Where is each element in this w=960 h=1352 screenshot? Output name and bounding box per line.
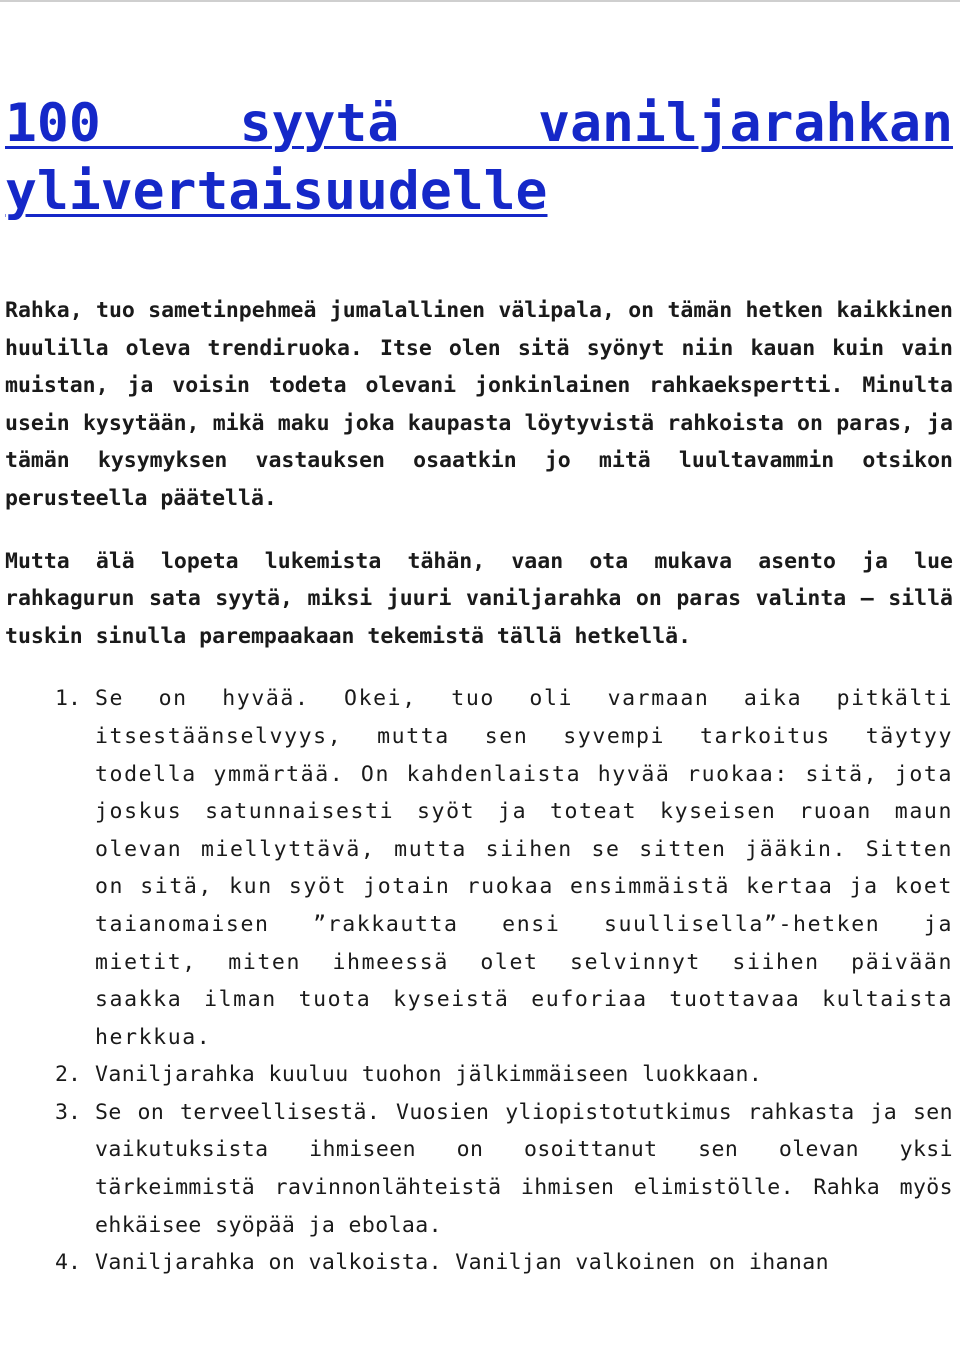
list-item-number: 4. [55, 1250, 81, 1276]
list-item [5, 680, 953, 1056]
list-item [5, 1244, 953, 1282]
reasons-list [5, 680, 953, 1282]
top-divider [0, 0, 960, 2]
intro-paragraph: Mutta älä lopeta lukemista tähän, vaan ota mukava asento ja lue rahkagurun sata syytä, miksi juuri vaniljarahka on paras valinta – sillä tuskin sinulla parempaakaan tekemistä tällä hetkellä. [5, 548, 953, 649]
article [5, 90, 953, 1282]
list-item-text: Se on terveellisestä. Vuosien yliopistotutkimus rahkasta ja sen vaikutuksista ihmiseen on osoittanut sen olevan yksi tärkeimmistä ravinnonlähteistä ihmisen elimistölle. Rahka myös ehkäisee syöpää ja ebolaa. [95, 1099, 953, 1238]
list-item-text: Vaniljarahka on valkoista. Vaniljan valkoinen on ihanan [95, 1250, 829, 1276]
list-item-number: 1. [55, 686, 81, 712]
list-item-number: 3. [55, 1099, 81, 1125]
list-item [5, 1094, 953, 1244]
list-item-text: Vaniljarahka kuuluu tuohon jälkimmäiseen luokkaan. [95, 1062, 763, 1088]
list-item-text: Se on hyvää. Okei, tuo oli varmaan aika pitkälti itsestäänselvyys, mutta sen syvempi tarkoitus täytyy todella ymmärtää. On kahdenlaista hyvää ruokaa: sitä, jota joskus satunnaisesti syöt ja toteat kyseisen ruoan maun olevan miellyttävä, mutta siihen se sitten jääkin. Sitten on sitä, kun syöt jotain ruokaa ensimmäistä kertaa ja koet taianomaisen ”rakkautta ensi suullisella”-hetken ja mietit, miten ihmeessä olet selvinnyt siihen päivään saakka ilman tuota kyseistä euforiaa tuottavaa kultaista herkkua. [95, 686, 953, 1050]
list-item-number: 2. [55, 1062, 81, 1088]
article-title [5, 90, 953, 226]
list-item [5, 1056, 953, 1094]
intro-paragraph: Rahka, tuo sametinpehmeä jumalallinen välipala, on tämän hetken kaikkinen huulilla oleva trendiruoka. Itse olen sitä syönyt niin kauan kuin vain muistan, ja voisin todeta olevani jonkinlainen rahkaekspertti. Minulta usein kysytään, mikä maku joka kaupasta löytyvistä rahkoista on paras, ja tämän kysymyksen vastauksen osaatkin jo mitä luultavammin otsikon perusteella päätellä. [5, 298, 953, 511]
article-intro [5, 292, 953, 655]
article-title-link[interactable]: 100 syytä vaniljarahkan ylivertaisuudelle [5, 93, 953, 222]
